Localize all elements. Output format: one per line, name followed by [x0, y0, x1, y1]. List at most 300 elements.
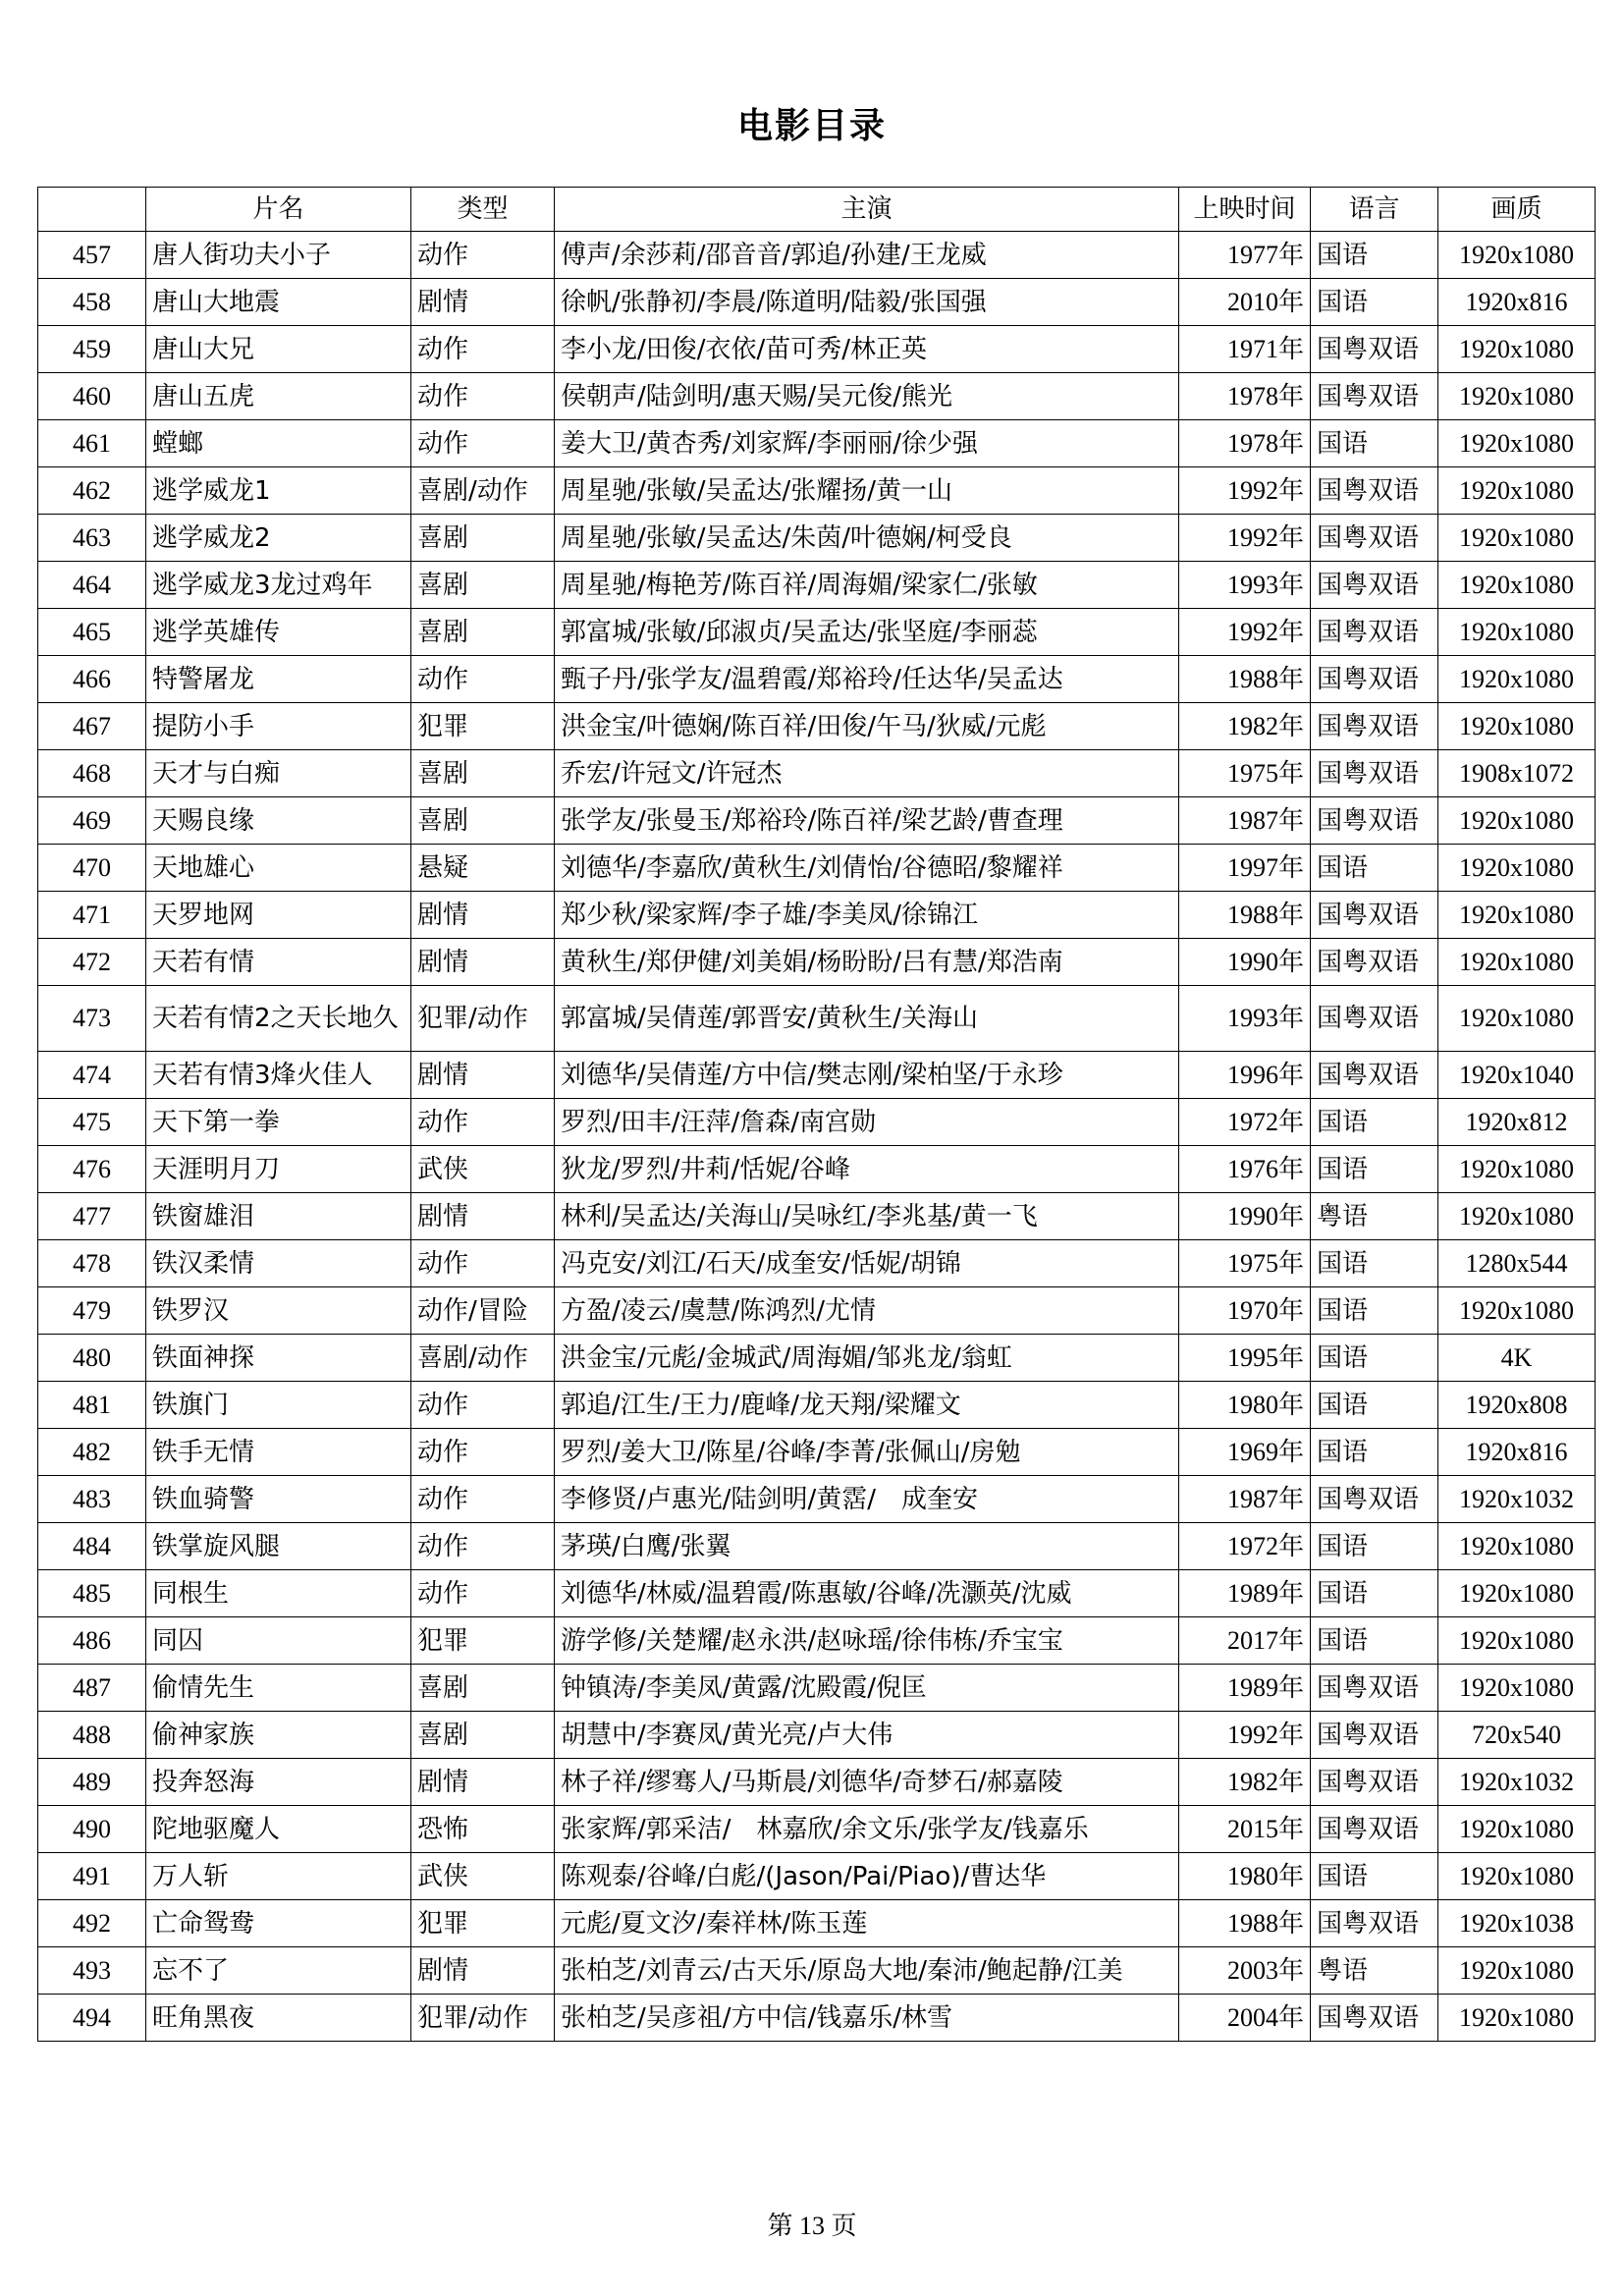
table-header-row: [38, 188, 1596, 232]
cell-language: 国粤双语: [1311, 656, 1438, 703]
cell-genre: 动作: [411, 1240, 555, 1287]
cell-genre: 动作: [411, 373, 555, 420]
cell-number: 472: [38, 939, 146, 986]
cell-year: 1972年: [1179, 1099, 1311, 1146]
table-row: [38, 373, 1596, 420]
table-row: [38, 232, 1596, 279]
cell-genre: 喜剧: [411, 1712, 555, 1759]
cell-year: 1993年: [1179, 986, 1311, 1052]
cell-language: 国粤双语: [1311, 515, 1438, 562]
cell-language: 国语: [1311, 1335, 1438, 1382]
column-header-genre: 类型: [411, 188, 555, 232]
cell-title: 天涯明月刀: [146, 1146, 411, 1193]
page-number: 第 13 页: [767, 2212, 857, 2240]
cell-number: 487: [38, 1665, 146, 1712]
cell-quality: 1920x1080: [1438, 797, 1596, 845]
cell-title: 唐人街功夫小子: [146, 232, 411, 279]
cell-cast: 张家辉/郭采洁/ 林嘉欣/余文乐/张学友/钱嘉乐: [555, 1806, 1179, 1853]
cell-language: 国语: [1311, 1617, 1438, 1665]
cell-language: 国粤双语: [1311, 892, 1438, 939]
cell-number: 491: [38, 1853, 146, 1900]
cell-quality: 1920x1038: [1438, 1900, 1596, 1947]
cell-cast: 李小龙/田俊/衣依/苗可秀/林正英: [555, 326, 1179, 373]
cell-quality: 1920x1080: [1438, 892, 1596, 939]
cell-language: 国粤双语: [1311, 326, 1438, 373]
cell-number: 458: [38, 279, 146, 326]
table-row: [38, 1900, 1596, 1947]
cell-title: 亡命鸳鸯: [146, 1900, 411, 1947]
cell-language: 国粤双语: [1311, 703, 1438, 750]
cell-quality: 1920x1080: [1438, 609, 1596, 656]
cell-number: 457: [38, 232, 146, 279]
cell-genre: 动作: [411, 326, 555, 373]
cell-cast: 郑少秋/梁家辉/李子雄/李美凤/徐锦江: [555, 892, 1179, 939]
cell-title: 铁血骑警: [146, 1476, 411, 1523]
cell-genre: 动作: [411, 1570, 555, 1617]
column-header-quality: 画质: [1438, 188, 1596, 232]
cell-language: 国粤双语: [1311, 1476, 1438, 1523]
table-row: [38, 1193, 1596, 1240]
cell-year: 1993年: [1179, 562, 1311, 609]
table-row: [38, 1617, 1596, 1665]
cell-cast: 罗烈/田丰/汪萍/詹森/南宫勋: [555, 1099, 1179, 1146]
cell-language: 国粤双语: [1311, 986, 1438, 1052]
table-row: [38, 656, 1596, 703]
cell-title: 偷情先生: [146, 1665, 411, 1712]
cell-genre: 犯罪: [411, 1900, 555, 1947]
cell-title: 铁面神探: [146, 1335, 411, 1382]
cell-year: 1996年: [1179, 1052, 1311, 1099]
cell-cast: 方盈/凌云/虞慧/陈鸿烈/尤情: [555, 1287, 1179, 1335]
table-row: [38, 1099, 1596, 1146]
cell-number: 477: [38, 1193, 146, 1240]
cell-language: 国粤双语: [1311, 1665, 1438, 1712]
cell-number: 469: [38, 797, 146, 845]
cell-title: 唐山大兄: [146, 326, 411, 373]
cell-language: 国语: [1311, 1523, 1438, 1570]
cell-year: 1982年: [1179, 1759, 1311, 1806]
column-header-year: 上映时间: [1179, 188, 1311, 232]
table-row: [38, 1947, 1596, 1995]
cell-genre: 犯罪/动作: [411, 1995, 555, 2042]
cell-language: 国语: [1311, 420, 1438, 467]
cell-quality: 1920x1080: [1438, 515, 1596, 562]
table-row: [38, 1523, 1596, 1570]
cell-quality: 1920x1080: [1438, 845, 1596, 892]
cell-cast: 茅瑛/白鹰/张翼: [555, 1523, 1179, 1570]
table-row: [38, 279, 1596, 326]
cell-number: 494: [38, 1995, 146, 2042]
cell-cast: 林利/吴孟达/关海山/吴咏红/李兆基/黄一飞: [555, 1193, 1179, 1240]
table-row: [38, 1806, 1596, 1853]
cell-language: 国语: [1311, 845, 1438, 892]
cell-cast: 洪金宝/叶德娴/陈百祥/田俊/午马/狄威/元彪: [555, 703, 1179, 750]
cell-genre: 动作: [411, 1382, 555, 1429]
cell-title: 逃学威龙2: [146, 515, 411, 562]
cell-title: 铁掌旋风腿: [146, 1523, 411, 1570]
cell-year: 1980年: [1179, 1853, 1311, 1900]
cell-quality: 1920x1080: [1438, 467, 1596, 515]
cell-quality: 1920x1080: [1438, 939, 1596, 986]
cell-number: 476: [38, 1146, 146, 1193]
cell-genre: 恐怖: [411, 1806, 555, 1853]
cell-genre: 喜剧: [411, 750, 555, 797]
movie-table: [37, 187, 1596, 2042]
cell-number: 493: [38, 1947, 146, 1995]
cell-cast: 傅声/余莎莉/邵音音/郭追/孙建/王龙威: [555, 232, 1179, 279]
cell-number: 481: [38, 1382, 146, 1429]
cell-cast: 周星驰/梅艳芳/陈百祥/周海媚/梁家仁/张敏: [555, 562, 1179, 609]
cell-cast: 张柏芝/吴彦祖/方中信/钱嘉乐/林雪: [555, 1995, 1179, 2042]
cell-number: 483: [38, 1476, 146, 1523]
table-row: [38, 1759, 1596, 1806]
cell-quality: 1920x816: [1438, 1429, 1596, 1476]
table-row: [38, 986, 1596, 1052]
cell-language: 国粤双语: [1311, 609, 1438, 656]
table-row: [38, 1146, 1596, 1193]
table-row: [38, 892, 1596, 939]
cell-year: 1978年: [1179, 373, 1311, 420]
cell-year: 1988年: [1179, 656, 1311, 703]
cell-number: 478: [38, 1240, 146, 1287]
table-row: [38, 562, 1596, 609]
cell-quality: 1920x1080: [1438, 986, 1596, 1052]
table-row: [38, 1052, 1596, 1099]
cell-genre: 动作: [411, 420, 555, 467]
cell-cast: 张柏芝/刘青云/古天乐/原岛大地/秦沛/鲍起静/江美: [555, 1947, 1179, 1995]
cell-title: 提防小手: [146, 703, 411, 750]
cell-cast: 钟镇涛/李美凤/黄露/沈殿霞/倪匡: [555, 1665, 1179, 1712]
cell-genre: 动作/冒险: [411, 1287, 555, 1335]
cell-number: 475: [38, 1099, 146, 1146]
column-header-cast: 主演: [555, 188, 1179, 232]
cell-number: 462: [38, 467, 146, 515]
cell-title: 天才与白痴: [146, 750, 411, 797]
cell-cast: 郭富城/张敏/邱淑贞/吴孟达/张坚庭/李丽蕊: [555, 609, 1179, 656]
cell-number: 490: [38, 1806, 146, 1853]
cell-year: 1982年: [1179, 703, 1311, 750]
cell-language: 国语: [1311, 1429, 1438, 1476]
cell-quality: 1920x1080: [1438, 1193, 1596, 1240]
cell-genre: 犯罪: [411, 1617, 555, 1665]
cell-genre: 剧情: [411, 1759, 555, 1806]
cell-genre: 动作: [411, 1476, 555, 1523]
cell-year: 1975年: [1179, 750, 1311, 797]
cell-year: 1980年: [1179, 1382, 1311, 1429]
cell-title: 特警屠龙: [146, 656, 411, 703]
cell-genre: 动作: [411, 1099, 555, 1146]
table-row: [38, 1429, 1596, 1476]
cell-language: 国粤双语: [1311, 1712, 1438, 1759]
cell-year: 1978年: [1179, 420, 1311, 467]
page-title: 电影目录: [736, 106, 887, 146]
cell-genre: 剧情: [411, 892, 555, 939]
cell-title: 偷神家族: [146, 1712, 411, 1759]
cell-year: 1992年: [1179, 1712, 1311, 1759]
column-header-title: 片名: [146, 188, 411, 232]
cell-genre: 悬疑: [411, 845, 555, 892]
cell-cast: 游学修/关楚耀/赵永洪/赵咏瑶/徐伟栋/乔宝宝: [555, 1617, 1179, 1665]
cell-year: 2004年: [1179, 1995, 1311, 2042]
cell-quality: 1908x1072: [1438, 750, 1596, 797]
table-row: [38, 1665, 1596, 1712]
cell-quality: 1920x1080: [1438, 1806, 1596, 1853]
cell-genre: 武侠: [411, 1146, 555, 1193]
cell-genre: 犯罪/动作: [411, 986, 555, 1052]
cell-genre: 动作: [411, 656, 555, 703]
cell-number: 471: [38, 892, 146, 939]
cell-language: 国粤双语: [1311, 750, 1438, 797]
cell-title: 旺角黑夜: [146, 1995, 411, 2042]
cell-language: 粤语: [1311, 1193, 1438, 1240]
cell-year: 2003年: [1179, 1947, 1311, 1995]
cell-genre: 喜剧/动作: [411, 1335, 555, 1382]
cell-year: 2010年: [1179, 279, 1311, 326]
cell-title: 铁手无情: [146, 1429, 411, 1476]
cell-title: 天赐良缘: [146, 797, 411, 845]
cell-number: 465: [38, 609, 146, 656]
cell-quality: 1920x1080: [1438, 1146, 1596, 1193]
cell-cast: 郭富城/吴倩莲/郭晋安/黄秋生/关海山: [555, 986, 1179, 1052]
cell-genre: 动作: [411, 232, 555, 279]
cell-number: 461: [38, 420, 146, 467]
cell-year: 1970年: [1179, 1287, 1311, 1335]
cell-cast: 罗烈/姜大卫/陈星/谷峰/李菁/张佩山/房勉: [555, 1429, 1179, 1476]
cell-year: 1992年: [1179, 467, 1311, 515]
cell-quality: 4K: [1438, 1335, 1596, 1382]
cell-quality: 1920x1080: [1438, 562, 1596, 609]
cell-year: 2017年: [1179, 1617, 1311, 1665]
table-row: [38, 1382, 1596, 1429]
cell-year: 1969年: [1179, 1429, 1311, 1476]
cell-language: 国语: [1311, 1099, 1438, 1146]
cell-quality: 1920x1080: [1438, 326, 1596, 373]
cell-year: 1987年: [1179, 1476, 1311, 1523]
cell-title: 铁旗门: [146, 1382, 411, 1429]
cell-cast: 乔宏/许冠文/许冠杰: [555, 750, 1179, 797]
table-row: [38, 703, 1596, 750]
cell-quality: 1920x1080: [1438, 1853, 1596, 1900]
table-row: [38, 1335, 1596, 1382]
cell-number: 489: [38, 1759, 146, 1806]
cell-number: 459: [38, 326, 146, 373]
cell-title: 铁罗汉: [146, 1287, 411, 1335]
cell-quality: 1920x1080: [1438, 232, 1596, 279]
cell-number: 460: [38, 373, 146, 420]
cell-quality: 1280x544: [1438, 1240, 1596, 1287]
cell-year: 1977年: [1179, 232, 1311, 279]
cell-cast: 张学友/张曼玉/郑裕玲/陈百祥/梁艺龄/曹查理: [555, 797, 1179, 845]
table-row: [38, 1995, 1596, 2042]
table-row: [38, 797, 1596, 845]
cell-title: 陀地驱魔人: [146, 1806, 411, 1853]
cell-cast: 甄子丹/张学友/温碧霞/郑裕玲/任达华/吴孟达: [555, 656, 1179, 703]
cell-language: 国语: [1311, 1146, 1438, 1193]
cell-year: 1990年: [1179, 1193, 1311, 1240]
table-row: [38, 1712, 1596, 1759]
cell-language: 国粤双语: [1311, 939, 1438, 986]
cell-year: 1992年: [1179, 515, 1311, 562]
cell-year: 2015年: [1179, 1806, 1311, 1853]
cell-language: 国粤双语: [1311, 1052, 1438, 1099]
cell-genre: 喜剧: [411, 609, 555, 656]
table-row: [38, 326, 1596, 373]
cell-cast: 周星驰/张敏/吴孟达/朱茵/叶德娴/柯受良: [555, 515, 1179, 562]
cell-genre: 武侠: [411, 1853, 555, 1900]
cell-number: 485: [38, 1570, 146, 1617]
cell-genre: 喜剧/动作: [411, 467, 555, 515]
cell-cast: 元彪/夏文汐/秦祥林/陈玉莲: [555, 1900, 1179, 1947]
cell-title: 天若有情3烽火佳人: [146, 1052, 411, 1099]
cell-number: 488: [38, 1712, 146, 1759]
cell-year: 1988年: [1179, 1900, 1311, 1947]
cell-language: 国粤双语: [1311, 562, 1438, 609]
cell-title: 天若有情2之天长地久: [146, 986, 411, 1052]
cell-genre: 动作: [411, 1429, 555, 1476]
column-header-number: [38, 188, 146, 232]
cell-genre: 剧情: [411, 279, 555, 326]
table-row: [38, 420, 1596, 467]
cell-cast: 胡慧中/李赛凤/黄光亮/卢大伟: [555, 1712, 1179, 1759]
cell-number: 466: [38, 656, 146, 703]
table-row: [38, 1570, 1596, 1617]
cell-title: 铁窗雄泪: [146, 1193, 411, 1240]
cell-genre: 犯罪: [411, 703, 555, 750]
table-row: [38, 467, 1596, 515]
cell-language: 国语: [1311, 1287, 1438, 1335]
cell-quality: 1920x1040: [1438, 1052, 1596, 1099]
cell-number: 479: [38, 1287, 146, 1335]
cell-language: 国粤双语: [1311, 467, 1438, 515]
table-row: [38, 1287, 1596, 1335]
cell-quality: 1920x1080: [1438, 1523, 1596, 1570]
cell-language: 国粤双语: [1311, 797, 1438, 845]
table-row: [38, 515, 1596, 562]
cell-language: 国语: [1311, 1570, 1438, 1617]
table-row: [38, 1240, 1596, 1287]
cell-number: 484: [38, 1523, 146, 1570]
cell-cast: 刘德华/李嘉欣/黄秋生/刘倩怡/谷德昭/黎耀祥: [555, 845, 1179, 892]
table-row: [38, 750, 1596, 797]
cell-genre: 喜剧: [411, 515, 555, 562]
cell-genre: 喜剧: [411, 1665, 555, 1712]
table-row: [38, 1853, 1596, 1900]
cell-year: 1992年: [1179, 609, 1311, 656]
cell-genre: 剧情: [411, 1947, 555, 1995]
cell-year: 1975年: [1179, 1240, 1311, 1287]
cell-language: 国语: [1311, 279, 1438, 326]
table-row: [38, 939, 1596, 986]
cell-quality: 1920x1080: [1438, 373, 1596, 420]
cell-title: 逃学英雄传: [146, 609, 411, 656]
cell-cast: 黄秋生/郑伊健/刘美娟/杨盼盼/吕有慧/郑浩南: [555, 939, 1179, 986]
cell-genre: 剧情: [411, 1052, 555, 1099]
cell-number: 463: [38, 515, 146, 562]
cell-number: 486: [38, 1617, 146, 1665]
cell-genre: 剧情: [411, 939, 555, 986]
cell-genre: 喜剧: [411, 562, 555, 609]
cell-genre: 动作: [411, 1523, 555, 1570]
cell-number: 470: [38, 845, 146, 892]
table-row: [38, 1476, 1596, 1523]
cell-title: 同根生: [146, 1570, 411, 1617]
cell-number: 482: [38, 1429, 146, 1476]
cell-language: 国语: [1311, 232, 1438, 279]
cell-cast: 李修贤/卢惠光/陆剑明/黄霑/ 成奎安: [555, 1476, 1179, 1523]
cell-title: 投奔怒海: [146, 1759, 411, 1806]
cell-number: 480: [38, 1335, 146, 1382]
cell-year: 1971年: [1179, 326, 1311, 373]
cell-language: 国粤双语: [1311, 1759, 1438, 1806]
cell-title: 天下第一拳: [146, 1099, 411, 1146]
cell-year: 1997年: [1179, 845, 1311, 892]
cell-quality: 1920x1080: [1438, 420, 1596, 467]
cell-title: 忘不了: [146, 1947, 411, 1995]
cell-title: 铁汉柔情: [146, 1240, 411, 1287]
cell-number: 467: [38, 703, 146, 750]
cell-quality: 1920x1080: [1438, 1665, 1596, 1712]
cell-language: 国粤双语: [1311, 373, 1438, 420]
cell-quality: 1920x812: [1438, 1099, 1596, 1146]
table-row: [38, 609, 1596, 656]
cell-year: 1987年: [1179, 797, 1311, 845]
cell-number: 468: [38, 750, 146, 797]
cell-title: 逃学威龙3龙过鸡年: [146, 562, 411, 609]
cell-title: 唐山五虎: [146, 373, 411, 420]
cell-cast: 徐帆/张静初/李晨/陈道明/陆毅/张国强: [555, 279, 1179, 326]
cell-quality: 1920x1080: [1438, 1947, 1596, 1995]
cell-quality: 1920x1032: [1438, 1759, 1596, 1806]
cell-title: 天若有情: [146, 939, 411, 986]
cell-cast: 狄龙/罗烈/井莉/恬妮/谷峰: [555, 1146, 1179, 1193]
cell-genre: 剧情: [411, 1193, 555, 1240]
cell-title: 螳螂: [146, 420, 411, 467]
cell-cast: 刘德华/吴倩莲/方中信/樊志刚/梁柏坚/于永珍: [555, 1052, 1179, 1099]
cell-quality: 1920x1080: [1438, 1995, 1596, 2042]
cell-language: 国语: [1311, 1382, 1438, 1429]
cell-language: 国语: [1311, 1853, 1438, 1900]
cell-quality: 1920x1080: [1438, 656, 1596, 703]
cell-cast: 洪金宝/元彪/金城武/周海媚/邹兆龙/翁虹: [555, 1335, 1179, 1382]
cell-cast: 刘德华/林威/温碧霞/陈惠敏/谷峰/冼灏英/沈威: [555, 1570, 1179, 1617]
cell-cast: 周星驰/张敏/吴孟达/张耀扬/黄一山: [555, 467, 1179, 515]
cell-number: 492: [38, 1900, 146, 1947]
cell-language: 国语: [1311, 1240, 1438, 1287]
cell-year: 1995年: [1179, 1335, 1311, 1382]
cell-cast: 姜大卫/黄杏秀/刘家辉/李丽丽/徐少强: [555, 420, 1179, 467]
cell-quality: 1920x1080: [1438, 703, 1596, 750]
cell-title: 同囚: [146, 1617, 411, 1665]
cell-year: 1989年: [1179, 1570, 1311, 1617]
cell-year: 1990年: [1179, 939, 1311, 986]
cell-title: 唐山大地震: [146, 279, 411, 326]
cell-quality: 1920x808: [1438, 1382, 1596, 1429]
cell-quality: 1920x1080: [1438, 1287, 1596, 1335]
cell-year: 1972年: [1179, 1523, 1311, 1570]
cell-title: 万人斩: [146, 1853, 411, 1900]
cell-quality: 1920x1032: [1438, 1476, 1596, 1523]
cell-title: 天地雄心: [146, 845, 411, 892]
cell-title: 天罗地网: [146, 892, 411, 939]
cell-language: 国粤双语: [1311, 1900, 1438, 1947]
cell-cast: 林子祥/缪骞人/马斯晨/刘德华/奇梦石/郝嘉陵: [555, 1759, 1179, 1806]
cell-number: 464: [38, 562, 146, 609]
cell-language: 粤语: [1311, 1947, 1438, 1995]
cell-cast: 陈观泰/谷峰/白彪/(Jason/Pai/Piao)/曹达华: [555, 1853, 1179, 1900]
cell-number: 474: [38, 1052, 146, 1099]
cell-title: 逃学威龙1: [146, 467, 411, 515]
cell-cast: 郭追/江生/王力/鹿峰/龙天翔/梁耀文: [555, 1382, 1179, 1429]
